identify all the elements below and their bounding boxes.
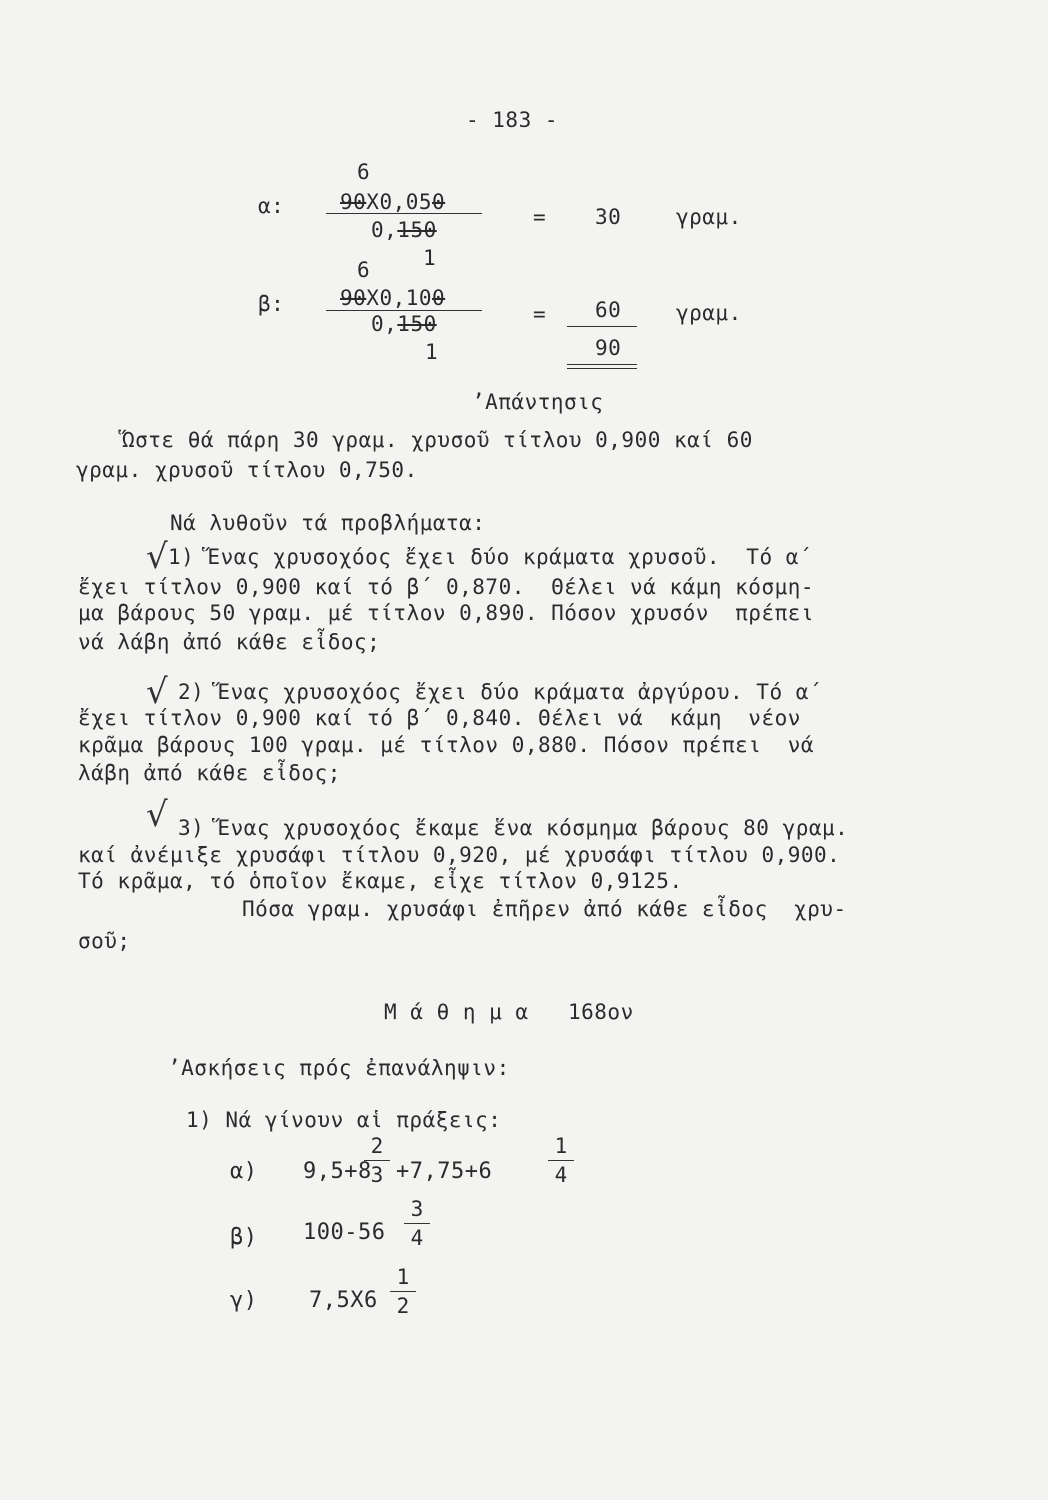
calc-b-sum-underline-2	[567, 368, 637, 369]
fraction-bar	[548, 1160, 574, 1161]
calc-b-bottom-note: 1	[425, 340, 439, 364]
fraction-numerator: 1	[396, 1265, 410, 1289]
calc-b-numerator	[340, 288, 445, 309]
answer-line-2: γραμ. χρυσοῦ τίτλου 0,750.	[76, 458, 418, 482]
exercise-b-label: β)	[230, 1225, 258, 1250]
fraction-denominator: 4	[410, 1226, 424, 1250]
calc-a-label: α:	[258, 194, 285, 218]
page-number: - 183 -	[466, 108, 559, 132]
checkmark-icon: √	[146, 672, 168, 712]
problem-3-line-1: 3) Ἕνας χρυσοχόος ἔκαμε ἕνα κόσμημα βάρους 80 γραμ.	[178, 816, 849, 840]
calc-b-den-strike: 150	[397, 312, 437, 336]
problem-1-line-1: 1) Ἕνας χρυσοχόος ἔχει δύο κράματα χρυσοῦ. Τό α΄	[168, 545, 813, 569]
calc-b-fraction-bar	[326, 310, 482, 311]
problem-3-line-4: Πόσα γραμ. χρυσάφι ἐπῆρεν ἀπό κάθε εἶδος χρυ-	[242, 897, 847, 921]
answer-heading: ’Απάντησις	[472, 390, 604, 414]
exercises-heading: ’Ασκήσεις πρός ἐπανάληψιν:	[168, 1056, 510, 1080]
calc-b-sum: 90	[595, 336, 622, 360]
fraction-numerator: 1	[554, 1134, 568, 1158]
calc-a-strike-1: 90	[340, 190, 367, 214]
calc-a-bottom-note: 1	[423, 246, 437, 270]
exercise-b-fraction-1	[404, 1199, 430, 1249]
exercise-a-expr-1: 9,5+8	[303, 1159, 372, 1184]
problem-3-line-2: καί ἀνέμιξε χρυσάφι τίτλου 0,920, μέ χρυσάφι τίτλου 0,900.	[78, 843, 841, 867]
calc-a-unit: γραμ.	[676, 205, 742, 229]
problem-1-line-4: νά λάβη ἀπό κάθε εἶδος;	[78, 630, 381, 654]
calc-b-sum-bar	[567, 326, 637, 327]
problems-intro: Νά λυθοῦν τά προβλήματα:	[170, 511, 486, 535]
calc-a-num-mid: X0,05	[366, 190, 433, 214]
checkmark-icon: √	[146, 537, 168, 577]
exercise-intro: 1) Νά γίνουν αἱ πράξεις:	[186, 1108, 502, 1132]
exercise-b-expr-1: 100-56	[303, 1220, 386, 1245]
calc-a-strike-2: 0	[432, 190, 446, 214]
problem-2-line-4: λάβη ἀπό κάθε εἶδος;	[78, 761, 341, 785]
fraction-numerator: 3	[410, 1197, 424, 1221]
calc-b-den-pre: 0,	[371, 312, 398, 336]
calc-a-equals: =	[533, 205, 547, 229]
checkmark-icon: √	[146, 795, 168, 835]
problem-2-line-1: 2) Ἕνας χρυσοχόος ἔχει δύο κράματα ἀργύρου. Τό α΄	[178, 680, 823, 704]
fraction-bar	[364, 1160, 390, 1161]
fraction-denominator: 4	[554, 1163, 568, 1187]
exercise-a-fraction-1	[364, 1136, 390, 1186]
calc-a-den-strike: 150	[397, 218, 437, 242]
problem-2-line-3: κρᾶμα βάρους 100 γραμ. μέ τίτλον 0,880. Πόσον πρέπει νά	[78, 733, 815, 757]
calc-b-unit: γραμ.	[676, 301, 742, 325]
exercise-c-fraction-1	[390, 1267, 416, 1317]
problem-1-line-3: μα βάρους 50 γραμ. μέ τίτλον 0,890. Πόσον χρυσόν πρέπει	[78, 601, 815, 625]
problem-1-line-2: ἔχει τίτλον 0,900 καί τό β΄ 0,870. Θέλει νά κάμη κόσμη-	[78, 575, 815, 599]
calc-b-equals: =	[533, 302, 547, 326]
calc-a-numerator	[340, 192, 445, 213]
calc-b-label: β:	[258, 292, 285, 316]
calc-a-den-pre: 0,	[371, 218, 398, 242]
calc-b-denominator	[371, 314, 437, 335]
fraction-bar	[404, 1223, 430, 1224]
exercise-a-label: α)	[230, 1159, 258, 1184]
calc-a-fraction-bar	[326, 213, 482, 214]
exercise-a-fraction-2	[548, 1136, 574, 1186]
calc-b-strike-1: 90	[340, 286, 367, 310]
fraction-denominator: 3	[370, 1163, 384, 1187]
calc-b-num-mid: X0,10	[366, 286, 433, 310]
calc-b-sum-underline-1	[567, 364, 637, 365]
calc-b-result: 60	[595, 298, 622, 322]
exercise-c-expr-1: 7,5X6	[309, 1288, 378, 1313]
problem-3-line-3: Τό κρᾶμα, τό ὁποῖον ἔκαμε, εἶχε τίτλον 0,9125.	[78, 869, 683, 893]
fraction-numerator: 2	[370, 1134, 384, 1158]
calc-b-top-note: 6	[357, 258, 371, 282]
fraction-denominator: 2	[396, 1294, 410, 1318]
problem-2-line-2: ἔχει τίτλον 0,900 καί τό β΄ 0,840. Θέλει νά κάμη νέον	[78, 706, 801, 730]
problem-3-line-5: σοῦ;	[78, 929, 131, 953]
calc-b-strike-2: 0	[432, 286, 446, 310]
calc-a-result: 30	[595, 205, 622, 229]
fraction-bar	[390, 1291, 416, 1292]
lesson-title: Μ ά θ η μ α 168ον	[384, 1000, 634, 1024]
answer-line-1: Ὥστε θά πάρη 30 γραμ. χρυσοῦ τίτλου 0,900 καί 60	[122, 428, 753, 452]
exercise-a-expr-2: +7,75+6	[396, 1159, 493, 1184]
exercise-c-label: γ)	[230, 1288, 258, 1313]
calc-a-top-note: 6	[357, 160, 371, 184]
calc-a-denominator	[371, 220, 437, 241]
